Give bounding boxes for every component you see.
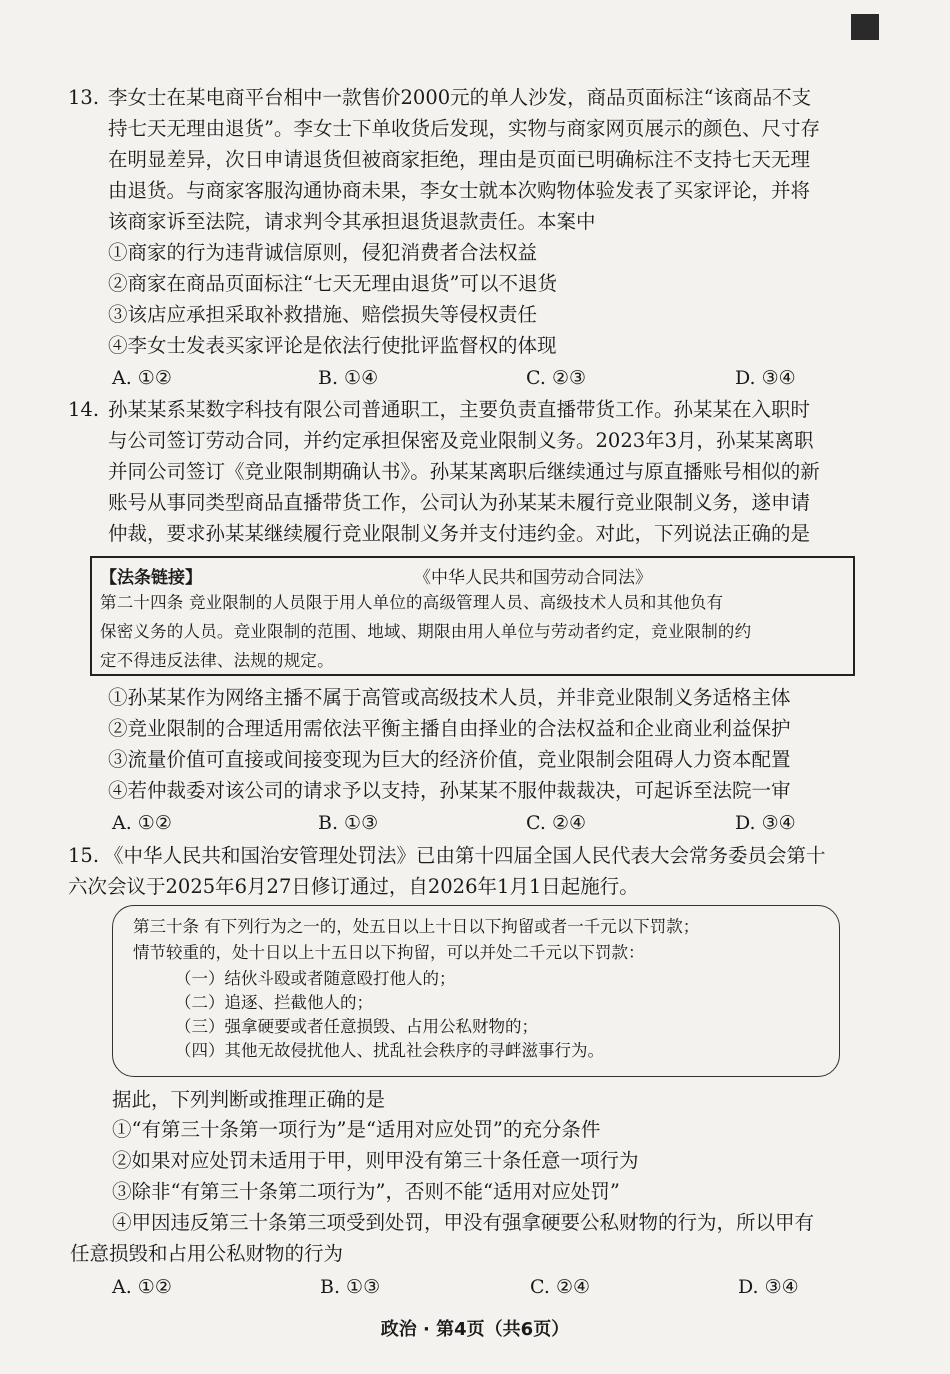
option-d: D. ③④: [735, 367, 796, 389]
option-c: C. ②④: [526, 812, 587, 834]
statement-item: ①“有第三十条第一项行为”是“适用对应处罚”的充分条件: [112, 1118, 601, 1141]
option-a: A. ①②: [112, 367, 172, 389]
statement-item: ②竞业限制的合理适用需依法平衡主播自由择业的合法权益和企业商业利益保护: [108, 717, 791, 740]
statement-item: ①商家的行为违背诚信原则，侵犯消费者合法权益: [108, 241, 538, 264]
stem-line: 并同公司签订《竞业限制期确认书》。孙某某离职后继续通过与原直播账号相似的新: [108, 460, 820, 483]
stem-line: 持七天无理由退货”。李女士下单收货后发现，实物与商家网页展示的颜色、尺寸存: [108, 117, 820, 140]
option-b: B. ①③: [318, 812, 379, 834]
law-text-line: 保密义务的人员。竞业限制的范围、地域、期限由用人单位与劳动者约定，竞业限制的约: [100, 622, 752, 641]
article-clause: （三）强拿硬要或者任意损毁、占用公私财物的；: [175, 1017, 538, 1036]
option-b: B. ①③: [320, 1276, 381, 1298]
article-clause: （二）追逐、拦截他人的；: [175, 993, 373, 1012]
question-number: 13.: [68, 86, 100, 109]
article-clause: （四）其他无故侵扰他人、扰乱社会秩序的寻衅滋事行为。: [175, 1041, 604, 1060]
stem-line: 该商家诉至法院，请求判令其承担退货退款责任。本案中: [108, 210, 596, 233]
law-text-line: 第二十四条 竞业限制的人员限于用人单位的高级管理人员、高级技术人员和其他负有: [100, 593, 724, 612]
article-text-line: 情节较重的，处十日以上十五日以下拘留，可以并处二千元以下罚款：: [133, 943, 645, 962]
question-stem: 据此，下列判断或推理正确的是: [112, 1088, 386, 1111]
statement-item: ④李女士发表买家评论是依法行使批评监督权的体现: [108, 334, 557, 357]
option-b: B. ①④: [318, 367, 379, 389]
stem-line: 在明显差异，次日申请退货但被商家拒绝，理由是页面已明确标注不支持七天无理: [108, 148, 811, 171]
article-clause: （一）结伙斗殴或者随意殴打他人的；: [175, 969, 456, 988]
stem-line: 六次会议于2025年6月27日修订通过，自2026年1月1日起施行。: [68, 875, 639, 898]
law-link-tag: 【法条链接】: [100, 568, 202, 588]
stem-line: 《中华人民共和国治安管理处罚法》已由第十四届全国人民代表大会常务委员会第十: [104, 844, 826, 867]
stem-line: 与公司签订劳动合同，并约定承担保密及竞业限制义务。2023年3月，孙某某离职: [108, 429, 814, 452]
statement-item-continuation: 任意损毁和占用公私财物的行为: [70, 1242, 344, 1265]
option-d: D. ③④: [738, 1276, 799, 1298]
article-text-line: 第三十条 有下列行为之一的，处五日以上十日以下拘留或者一千元以下罚款；: [133, 917, 700, 936]
statement-item: ④甲因违反第三十条第三项受到处罚，甲没有强拿硬要公私财物的行为，所以甲有: [112, 1211, 815, 1234]
option-a: A. ①②: [112, 1276, 172, 1298]
statement-item: ③流量价值可直接或间接变现为巨大的经济价值，竞业限制会阻碍人力资本配置: [108, 748, 791, 771]
law-title: 《中华人民共和国劳动合同法》: [414, 568, 652, 588]
law-text-line: 定不得违反法律、法规的规定。: [100, 651, 334, 670]
stem-line: 李女士在某电商平台相中一款售价2000元的单人沙发，商品页面标注“该商品不支: [108, 86, 812, 109]
statement-item: ③除非“有第三十条第二项行为”，否则不能“适用对应处罚”: [112, 1180, 620, 1203]
option-c: C. ②④: [530, 1276, 591, 1298]
option-d: D. ③④: [735, 812, 796, 834]
stem-line: 孙某某系某数字科技有限公司普通职工，主要负责直播带货工作。孙某某在入职时: [108, 398, 811, 421]
article-box: [112, 905, 840, 1077]
option-a: A. ①②: [112, 812, 172, 834]
statement-item: ①孙某某作为网络主播不属于高管或高级技术人员，并非竞业限制义务适格主体: [108, 686, 791, 709]
statement-item: ②商家在商品页面标注“七天无理由退货”可以不退货: [108, 272, 557, 295]
stem-line: 账号从事同类型商品直播带货工作，公司认为孙某某未履行竞业限制义务，遂申请: [108, 491, 811, 514]
statement-item: ③该店应承担采取补救措施、赔偿损失等侵权责任: [108, 303, 538, 326]
option-c: C. ②③: [526, 367, 587, 389]
question-number: 14.: [68, 398, 100, 421]
stem-line: 由退货。与商家客服沟通协商未果，李女士就本次购物体验发表了买家评论，并将: [108, 179, 811, 202]
law-link-box: [90, 556, 855, 676]
stem-line: 仲裁，要求孙某某继续履行竞业限制义务并支付违约金。对此，下列说法正确的是: [108, 522, 811, 545]
corner-registration-mark: [851, 14, 879, 40]
question-number: 15.: [68, 844, 100, 867]
page-footer: 政治 · 第4页（共6页）: [380, 1319, 570, 1340]
statement-item: ②如果对应处罚未适用于甲，则甲没有第三十条任意一项行为: [112, 1149, 639, 1172]
statement-item: ④若仲裁委对该公司的请求予以支持，孙某某不服仲裁裁决，可起诉至法院一审: [108, 779, 791, 802]
